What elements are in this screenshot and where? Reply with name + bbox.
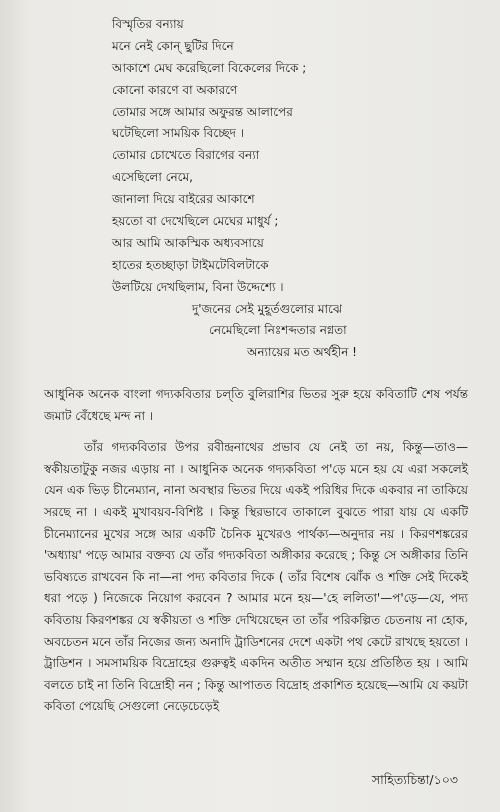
poem-block <box>112 14 442 364</box>
poem-line: অন্যায়ের মত অর্থহীন ! <box>247 345 357 360</box>
poem-line: হাতের হতচ্ছাড়া টাইমটেবিলটাকে <box>112 257 269 272</box>
poem-line: বিস্মৃতির বন্যায় <box>112 17 184 31</box>
page-footer-label: সাহিত্যচিন্তা/১০৩ <box>371 772 458 787</box>
poem-line: আর আমি আকস্মিক অধ্যবসায়ে <box>112 235 264 250</box>
poem-line: কোনো কারণে বা অকারণে <box>112 82 238 97</box>
poem-line: দু'জনের সেই মুহূর্তগুলোর মাঝে <box>192 301 342 316</box>
poem-line: মনে নেই কোন্ ছুটির দিনে <box>112 38 234 53</box>
poem-line: তোমার সঙ্গে আমার অফুরন্ত আলাপের <box>112 104 293 119</box>
prose-paragraph: আধুনিক অনেক বাংলা গদ্যকবিতার চল্‌তি বুলিরাশির ভিতর সুরু হয়ে কবিতাটি শেষ পর্যন্ত জমাট বেঁধেছে মন্দ না । <box>44 387 468 423</box>
poem-line: জানালা দিয়ে বাইরের আকাশে <box>112 192 255 207</box>
poem-line: এসেছিলো নেমে, <box>112 170 193 185</box>
prose-body <box>44 384 468 718</box>
prose-paragraph: তাঁর গদ্যকবিতার উপর রবীন্দ্রনাথের প্রভাব যে নেই তা নয়, কিন্তু—তাও—স্বকীয়তাটুকু নজর এড়ায় না । আধুনিক অনেক গদ্যকবিতা প'ড়ে মনে হয় যে এরা সকলেই যেন এক ভিড় চীনেম্যান, নানা অবস্থার ভিতর দিয়ে একই পরিধির দিকে একবার না তাকিয়ে সরছে না । একই মুখাবয়ব-বিশিষ্ট । কিন্তু স্থিরভাবে তাকালে বুঝতে পারা যায় যে একটি চীনেম্যানের মুখের সঙ্গে আর একটি চৈনিক মুখেরও পার্থক্য—অনুদার নয় । কিরণশঙ্করের 'অধ্যায়' পড়ে আমার বক্তব্য যে তাঁর গদ্যকবিতা অঙ্গীকার করেছে ; কিন্তু সে অঙ্গীকার তিনি ভবিষ্যতে রাখবেন কি না—না পদ্য কবিতার দিকে ( তাঁর বিশেষ ঝোঁক ও শক্তি সেই দিকেই ধরা পড়ে ) নিজেকে নিয়োগ করবেন ? আমার মনে হয়—'হে ললিতা'—প'ড়ে—যে, পদ্য কবিতায় কিরণশঙ্কর যে স্বকীয়তা ও শক্তি দেখিয়েছেন তা তাঁর পরিকল্পিত চেতনায় না হোক, অবচেতন মনে তাঁর নিজের জন্য অনাদি ট্রাডিশনের দেশে একটা পথ কেটে রাখছে হয়তো । ট্রাডিশন । সমসাময়িক বিদ্রোহের গুরুত্বই একদিন অতীত সম্মান হয়ে প্রতিষ্ঠিত হয় । আমি বলতে চাই না তিনি বিদ্রোহী নন ; কিন্তু আপাতত বিদ্রোহ প্রকাশিত হয়েছে—আমি যে কয়টা কবিতা পেয়েছি সেগুলো নেড়েচেড়েই <box>44 440 468 714</box>
poem-line: আকাশে মেঘ করেছিলো বিকেলের দিকে ; <box>112 60 307 75</box>
poem-line: উলটিয়ে দেখছিলাম, বিনা উদ্দেশ্যে । <box>112 279 284 294</box>
poem-line: হয়তো বা দেখেছিলে মেঘের মাধুর্য ; <box>112 214 279 229</box>
poem-line: নেমেছিলো নিঃশব্দতার নগ্নতা <box>209 323 347 338</box>
poem-line: তোমার চোখেতে বিরাগের বন্যা <box>112 148 260 163</box>
poem-line: ঘটেছিলো সাময়িক বিচ্ছেদ । <box>112 126 245 141</box>
